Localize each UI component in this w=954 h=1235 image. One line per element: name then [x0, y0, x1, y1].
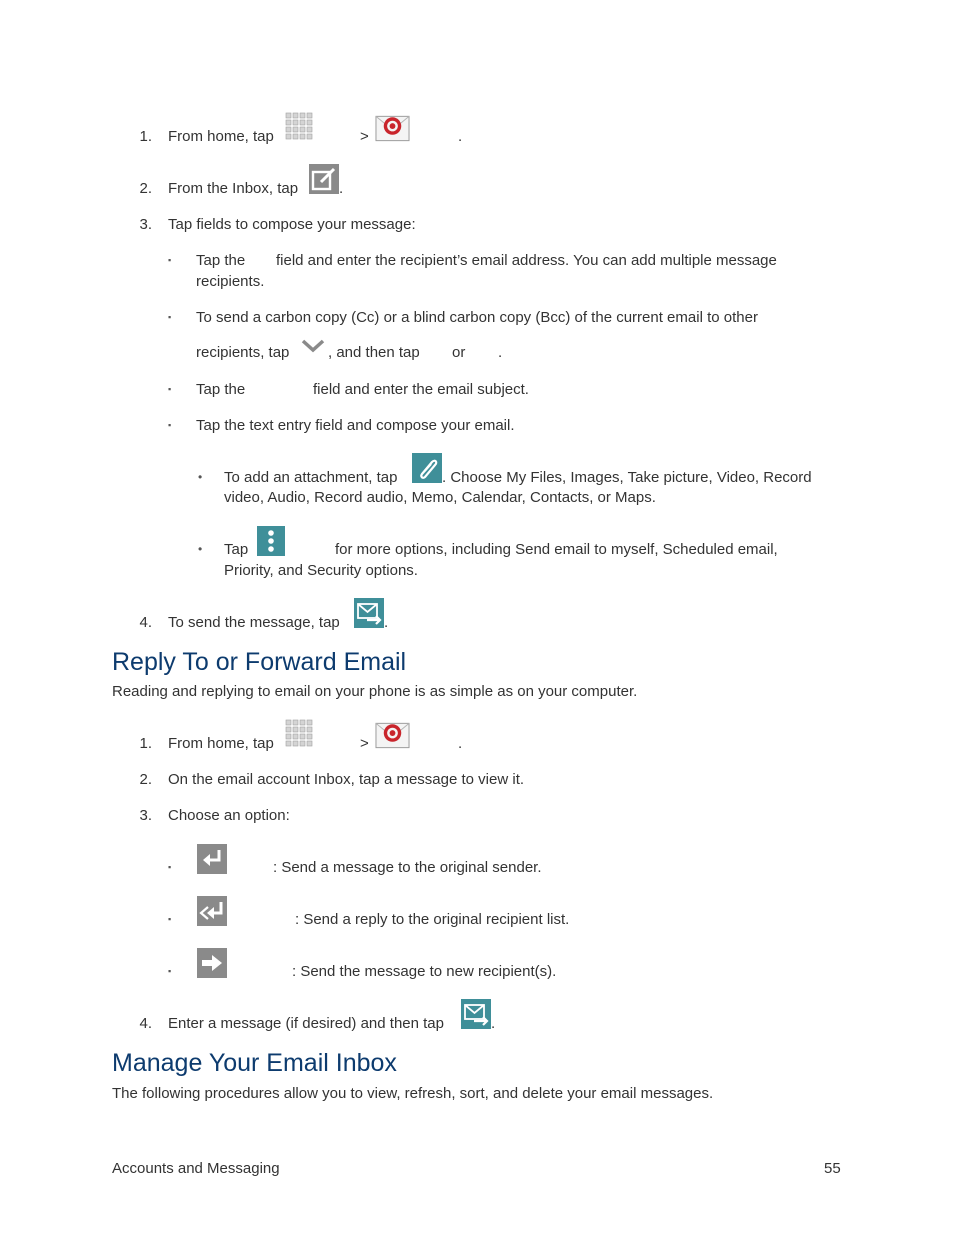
sub-bullet-text: Tap: [224, 541, 249, 558]
option-text: : Send a reply to the original recipient list.: [295, 911, 570, 928]
step-text: Enter a message (if desired) and then tap: [168, 1015, 444, 1032]
sub-bullet-text: video, Audio, Record audio, Memo, Calendar, Contacts, or Maps.: [224, 489, 656, 506]
dot-bullet: •: [198, 470, 203, 484]
step-end: .: [491, 1015, 496, 1032]
paperclip-icon: [412, 453, 442, 483]
apps-grid-icon: [285, 719, 313, 749]
step-end: .: [458, 128, 463, 145]
section-intro: Reading and replying to email on your phone is as simple as on your computer.: [112, 683, 638, 700]
step-end: .: [339, 180, 344, 197]
bullet-text: .: [498, 344, 503, 361]
more-options-icon: [257, 526, 285, 556]
reply-all-icon: [197, 896, 227, 926]
bullet-text: field and enter the recipient’s email address. You can add multiple message: [276, 252, 777, 269]
option-text: : Send the message to new recipient(s).: [292, 963, 557, 980]
step-text: From the Inbox, tap: [168, 180, 299, 197]
bullet-text: recipients.: [196, 273, 265, 290]
bullet-text: , and then tap: [328, 344, 420, 361]
section-intro: The following procedures allow you to view, refresh, sort, and delete your email messages.: [112, 1085, 714, 1102]
step-text: From home, tap: [168, 735, 274, 752]
square-bullet: ▪: [168, 966, 172, 976]
reply-icon: [197, 844, 227, 874]
square-bullet: ▪: [168, 914, 172, 924]
step-end: .: [384, 614, 389, 631]
bullet-text: field and enter the email subject.: [313, 381, 529, 398]
step-text: On the email account Inbox, tap a message to view it.: [168, 771, 525, 788]
sub-bullet-text: . Choose My Files, Images, Take picture, Video, Record: [442, 469, 812, 486]
step-number: 1.: [139, 735, 152, 752]
bullet-text: Tap the: [196, 252, 246, 269]
step-number: 2.: [139, 771, 152, 788]
bullet-text: Tap the text entry field and compose your email.: [196, 417, 515, 434]
sub-bullet-text: Priority, and Security options.: [224, 562, 418, 579]
option-text: : Send a message to the original sender.: [273, 859, 542, 876]
bullet-text: or: [452, 344, 466, 361]
sub-bullet-text: for more options, including Send email to myself, Scheduled email,: [335, 541, 778, 558]
footer-chapter: Accounts and Messaging: [112, 1160, 280, 1177]
step-text: To send the message, tap: [168, 614, 340, 631]
step-number: 4.: [139, 1015, 152, 1032]
dot-bullet: •: [198, 542, 203, 556]
page-number: 55: [824, 1160, 841, 1177]
send-icon: [461, 999, 491, 1029]
email-app-icon: [375, 720, 410, 750]
bullet-text: Tap the: [196, 381, 246, 398]
step-text: Tap fields to compose your message:: [168, 216, 416, 233]
step-number: 4.: [139, 614, 152, 631]
forward-icon: [197, 948, 227, 978]
step-text: From home, tap: [168, 128, 274, 145]
square-bullet: ▪: [168, 862, 172, 872]
section-heading-reply-forward: Reply To or Forward Email: [112, 648, 407, 676]
step-number: 3.: [139, 807, 152, 824]
separator: >: [360, 735, 369, 752]
chevron-down-icon: [300, 337, 326, 355]
step-end: .: [458, 735, 463, 752]
step-number: 2.: [139, 180, 152, 197]
send-icon: [354, 598, 384, 628]
section-heading-manage-inbox: Manage Your Email Inbox: [112, 1049, 397, 1077]
square-bullet: ▪: [168, 420, 172, 430]
separator: >: [360, 128, 369, 145]
square-bullet: ▪: [168, 384, 172, 394]
step-number: 1.: [139, 128, 152, 145]
square-bullet: ▪: [168, 312, 172, 322]
square-bullet: ▪: [168, 255, 172, 265]
step-text: Choose an option:: [168, 807, 290, 824]
sub-bullet-text: To add an attachment, tap: [224, 469, 398, 486]
bullet-text: To send a carbon copy (Cc) or a blind carbon copy (Bcc) of the current email to other: [196, 309, 758, 326]
compose-icon: [309, 164, 339, 194]
apps-grid-icon: [285, 112, 313, 142]
bullet-text: recipients, tap: [196, 344, 290, 361]
email-app-icon: [375, 113, 410, 143]
step-number: 3.: [139, 216, 152, 233]
